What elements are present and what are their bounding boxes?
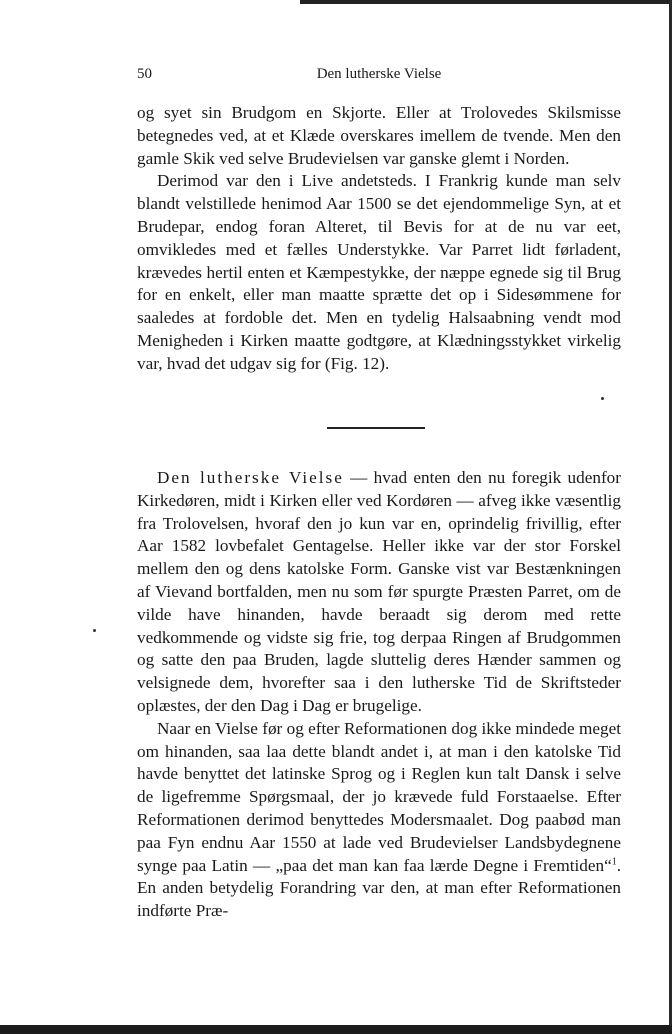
running-head [137, 66, 621, 86]
footnote-ref[interactable]: 1 [611, 855, 617, 867]
text-section-1 [137, 102, 621, 376]
running-title: Den lutherske Vielse [316, 66, 442, 82]
paragraph: Derimod var den i Live andetsteds. I Frankrig kunde man selv blandt velstillede henimod Aar 1500 se det ejendommelige Syn, at et Brudepar, endog foran Alteret, til Bevis for at de nu var eet, omvikledes med et fælles Understykke. Var Parret lidt førladent, krævedes hertil enten et Kæmpestykke, der næppe egnede sig til Brug for en enkelt, eller man maatte sprætte det op i Sidesømmene for saaledes at fordoble det. Men en tydelig Halsaabning vendt mod Menigheden i Kirken maatte godtgøre, at Klædningsstykket virkelig var, hvad det udgav sig for (Fig. 12). [137, 171, 621, 373]
section-divider [327, 427, 425, 429]
scan-edge-bottom [0, 1025, 672, 1034]
paragraph [137, 718, 621, 923]
scan-edge-top [300, 0, 672, 4]
scan-speck [601, 397, 604, 400]
text-section-2 [137, 467, 621, 923]
page-number: 50 [137, 66, 152, 82]
paragraph-text: . En anden betydelig Forandring var den, at man efter Reformationen indførte Præ- [137, 855, 621, 921]
paragraph [137, 467, 621, 718]
scan-speck [93, 629, 96, 632]
section-heading: Den lutherske Vielse [157, 468, 344, 487]
paragraph-text: Naar en Vielse før og efter Reformationen dog ikke mindede meget om hinanden, saa laa dette blandt andet i, at man i den katolske Tid havde benyttet det latinske Sprog og i Reglen kun talt Dansk i selve de ligefremme Spørgsmaal, der jo krævede fuld Forstaaelse. Efter Reformationen derimod benyttedes Modersmaalet. Dog paabød man paa Fyn endnu Aar 1550 at lade ved Brudevielser Landsbydegnene synge paa Latin — „paa det man kan faa lærde Degne i Fremtiden“ [137, 718, 621, 875]
paragraph: og syet sin Brudgom en Skjorte. Eller at Trolovedes Skilsmisse betegnedes ved, at et Klæde overskares imellem de tvende. Men den gamle Skik ved selve Brudevielsen var ganske glemt i Norden. [137, 103, 621, 168]
paragraph-text: — hvad enten den nu foregik udenfor Kirkedøren, midt i Kirken eller ved Kordøren — afveg ikke væsentlig fra Trolovelsen, hvoraf den jo kun var en, oprindelig frivillig, efter Aar 1582 lovbefalet Gentagelse. Heller ikke var der stor Forskel mellem den og dens katolske Form. Ganske vist var Bestænkningen af Vievand bortfalden, men nu som før spurgte Præsten Parret, om de vilde have hinanden, havde beraadt sig derom med rette vedkommende og vidste sig frie, tog derpaa Ringen af Brudgommen og satte den paa Bruden, lagde sluttelig deres Hænder sammen og velsignede dem, hvorefter saa i den lutherske Tid de Skriftsteder oplæstes, der den Dag i Dag er brugelige. [137, 468, 621, 715]
